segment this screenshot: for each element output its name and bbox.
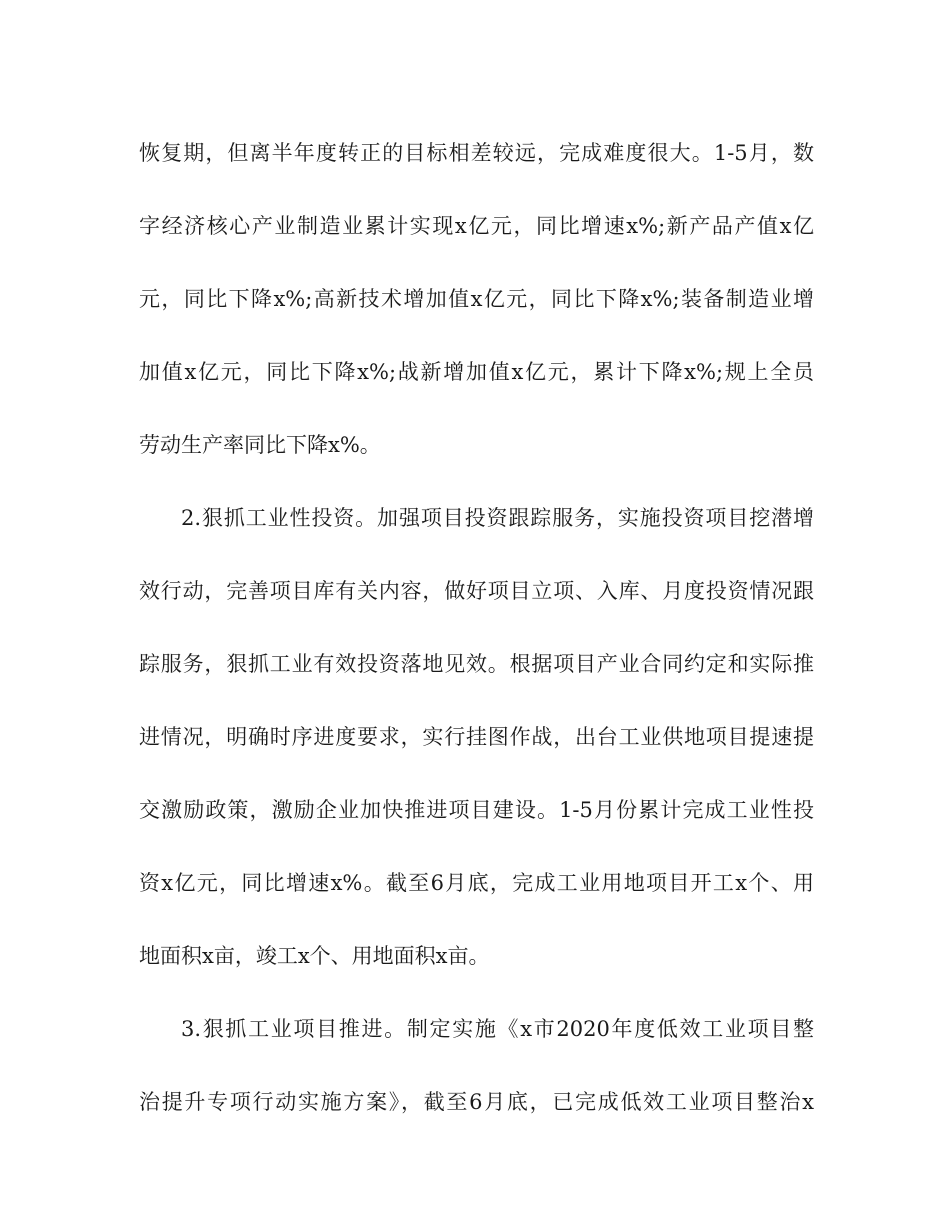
paragraph-3-line-2: 治提升专项行动实施方案》，截至6月底，已完成低效工业项目整治x: [139, 1090, 814, 1114]
paragraph-2-line-4: 进情况，明确时序进度要求，实行挂图作战，出台工业供地项目提速提: [139, 725, 814, 749]
paragraph-2-line-7: 地面积x亩，竣工x个、用地面积x亩。: [139, 944, 490, 968]
paragraph-2-line-6: 资x亿元，同比增速x%。截至6月底，完成工业用地项目开工x个、用: [139, 871, 814, 895]
document-body: [139, 117, 814, 1139]
paragraph-1-line-5: 劳动生产率同比下降x%。: [139, 433, 381, 457]
paragraph-3-line-1: 3.狠抓工业项目推进。制定实施《x市2020年度低效工业项目整: [181, 1017, 814, 1041]
paragraph-2-line-5: 交激励政策，激励企业加快推进项目建设。1-5月份累计完成工业性投: [139, 798, 814, 822]
paragraph-2-line-2: 效行动，完善项目库有关内容，做好项目立项、入库、月度投资情况跟: [139, 579, 814, 603]
paragraph-1-line-2: 字经济核心产业制造业累计实现x亿元，同比增速x%;新产品产值x亿: [139, 214, 814, 238]
paragraph-1-line-4: 加值x亿元，同比下降x%;战新增加值x亿元，累计下降x%;规上全员: [139, 360, 814, 384]
paragraph-2-line-3: 踪服务，狠抓工业有效投资落地见效。根据项目产业合同约定和实际推: [139, 652, 814, 676]
paragraph-1-line-3: 元，同比下降x%;高新技术增加值x亿元，同比下降x%;装备制造业增: [139, 287, 814, 311]
paragraph-1-line-1: 恢复期，但离半年度转正的目标相差较远，完成难度很大。1-5月，数: [139, 141, 814, 165]
paragraph-2-line-1: 2.狠抓工业性投资。加强项目投资跟踪服务，实施投资项目挖潜增: [181, 506, 814, 530]
